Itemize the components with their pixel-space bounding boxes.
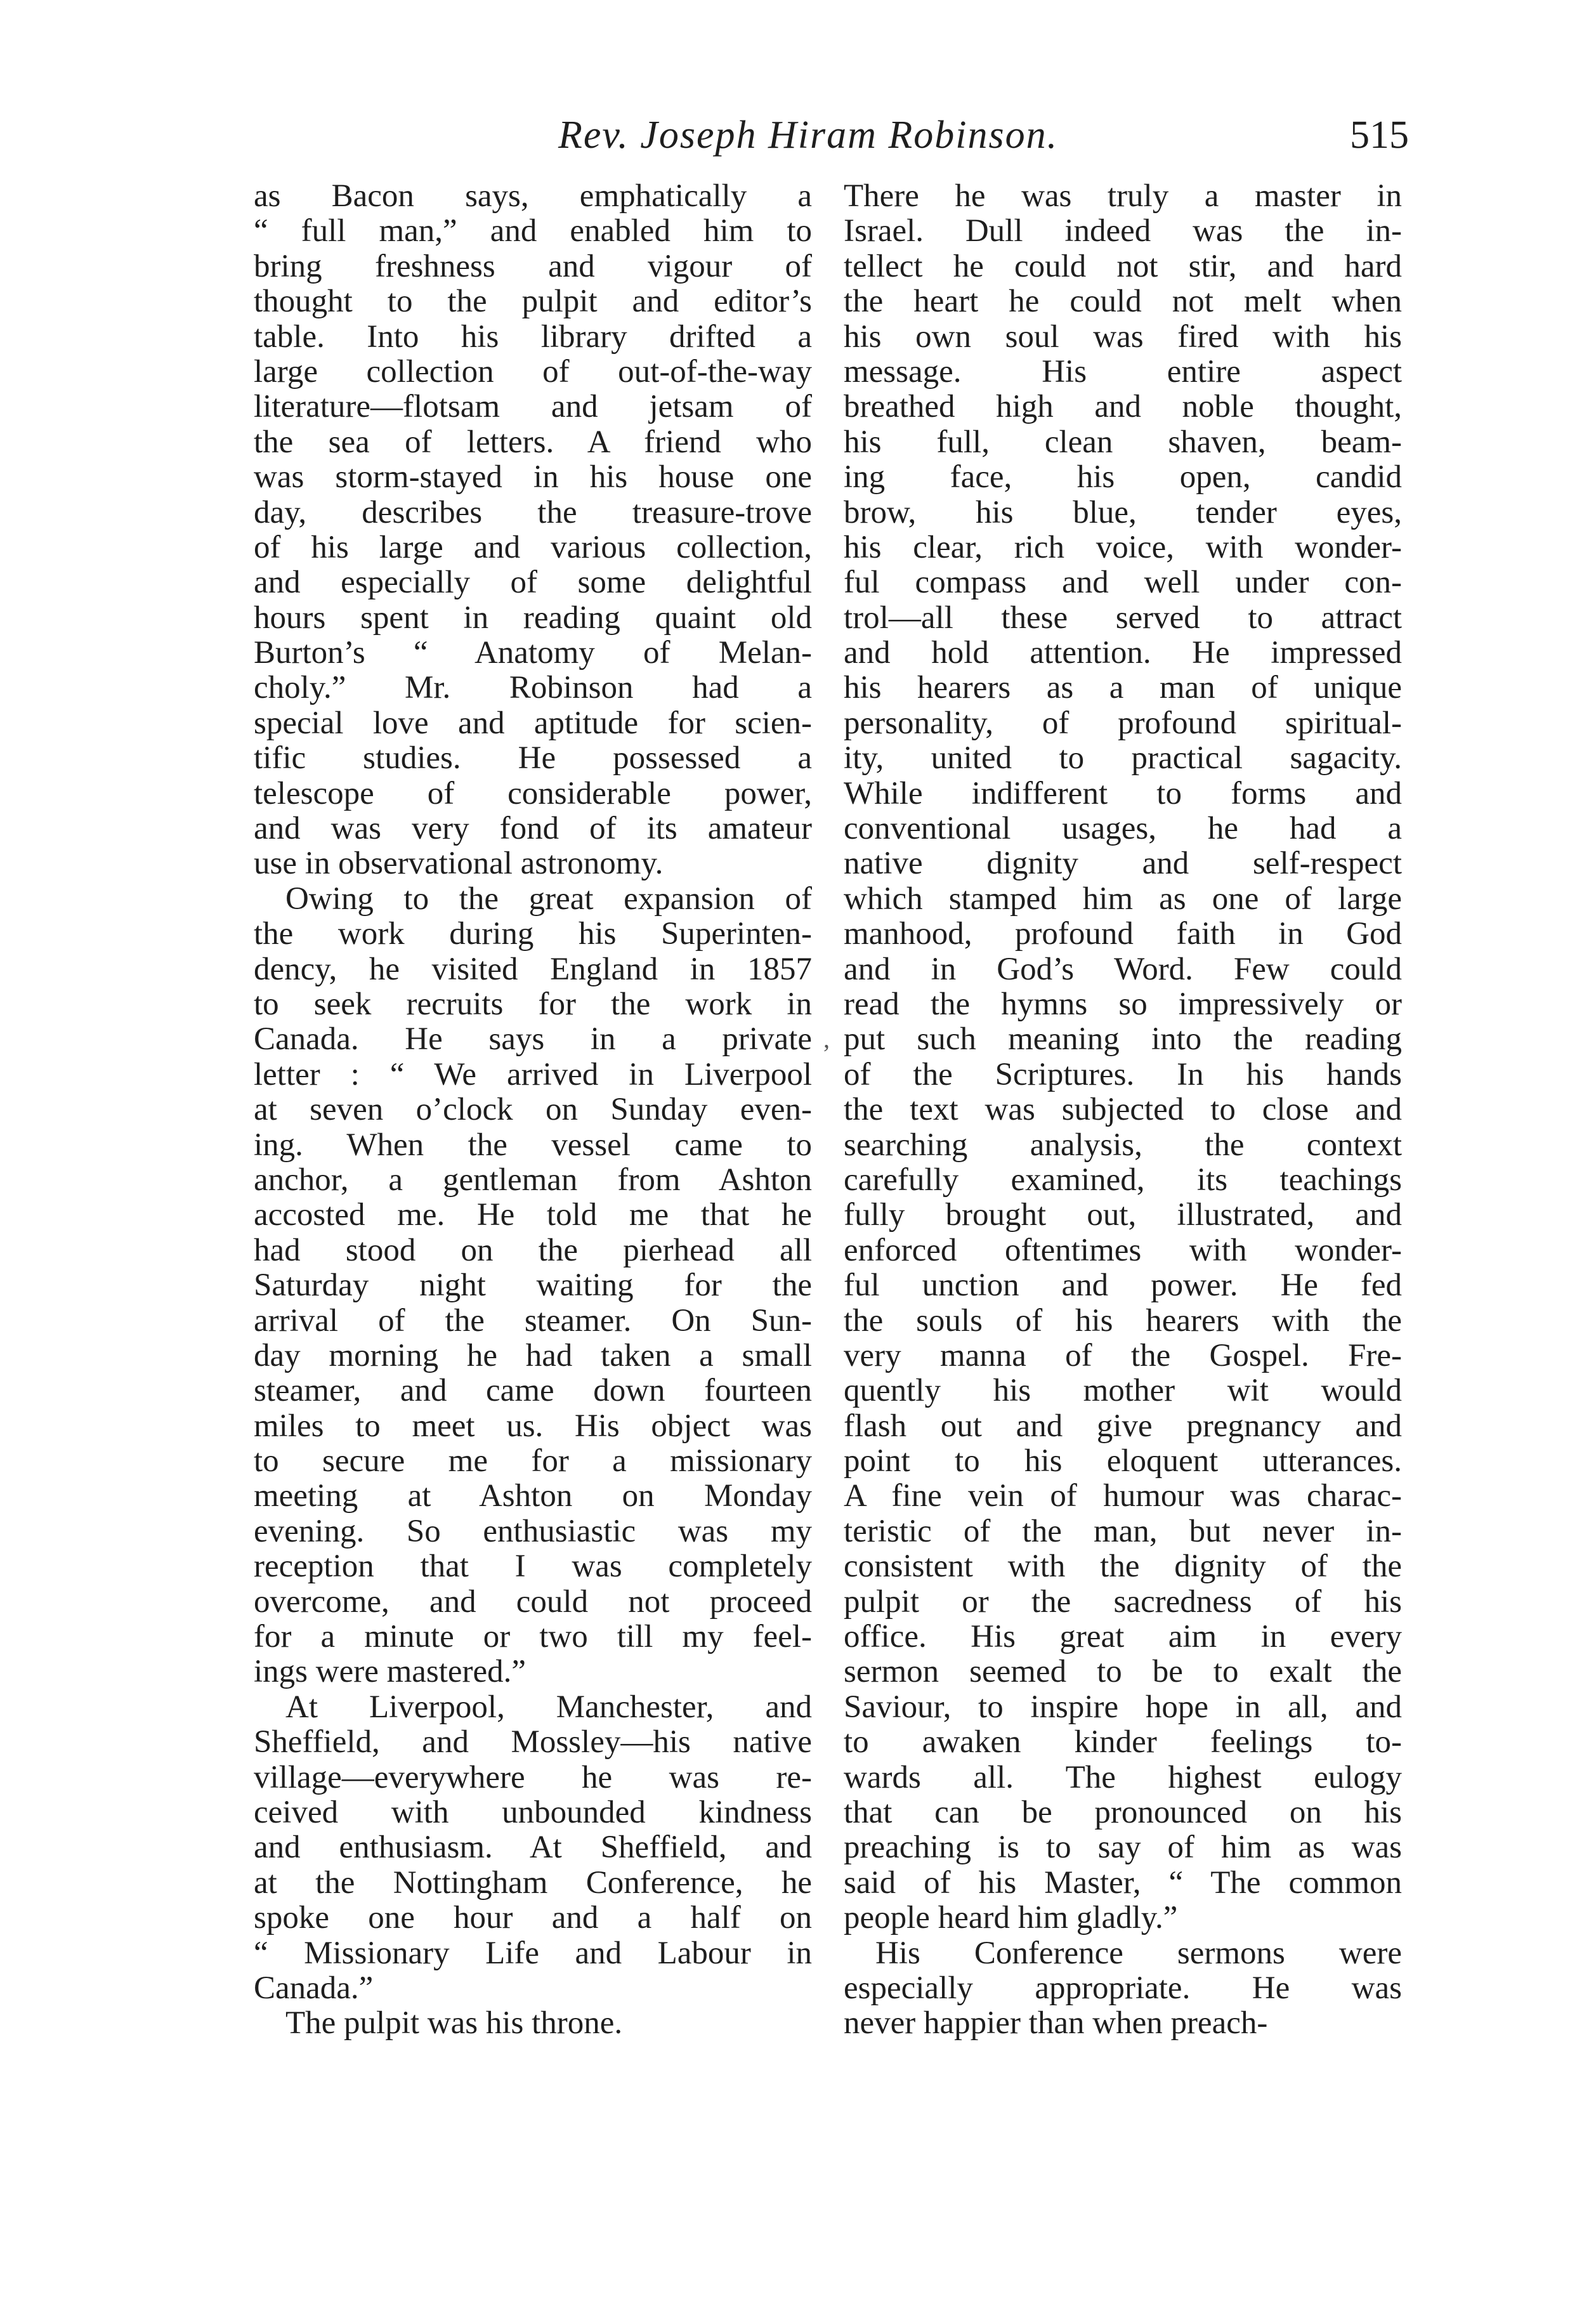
running-head [0, 113, 1596, 170]
text-line: ing. When the vessel came to [254, 1127, 812, 1163]
text-line: flash out and give pregnancy and [844, 1408, 1402, 1444]
text-line: arrival of the steamer. On Sun- [254, 1302, 812, 1339]
text-line: The pulpit was his throne. [285, 2005, 623, 2041]
text-line: which stamped him as one of large [844, 881, 1402, 917]
text-line: searching analysis, the context [844, 1127, 1402, 1163]
text-line: teristic of the man, but never in- [844, 1513, 1402, 1549]
text-line: village—everywhere he was re- [254, 1759, 812, 1795]
text-line: spoke one hour and a half on [254, 1900, 812, 1936]
text-line: His Conference sermons were [875, 1935, 1402, 1971]
text-line: use in observational astronomy. [254, 846, 664, 882]
text-line: Canada. He says in a private [254, 1021, 812, 1058]
text-line: said of his Master, “ The common [844, 1864, 1402, 1901]
text-line: and hold attention. He impressed [844, 635, 1402, 671]
text-line: large collection of out-of-the-way [254, 353, 812, 390]
text-line: reception that I was completely [254, 1549, 812, 1585]
text-line: dency, he visited England in 1857 [254, 951, 812, 987]
text-line: quently his mother wit would [844, 1373, 1402, 1409]
text-line: overcome, and could not proceed [254, 1583, 812, 1620]
text-line: the sea of letters. A friend who [254, 424, 812, 460]
text-line: letter : “ We arrived in Liverpool [254, 1056, 812, 1092]
text-line: manhood, profound faith in God [844, 916, 1402, 952]
text-line: telescope of considerable power, [254, 775, 812, 811]
text-line: literature—flotsam and jetsam of [254, 389, 812, 425]
text-line: and especially of some delightful [254, 565, 812, 601]
margin-mark: , [823, 1025, 830, 1053]
text-line: ful compass and well under con- [844, 565, 1402, 601]
text-line: conventional usages, he had a [844, 811, 1402, 847]
text-line: and was very fond of its amateur [254, 811, 812, 847]
text-line: enforced oftentimes with wonder- [844, 1232, 1402, 1268]
text-line: tellect he could not stir, and hard [844, 248, 1402, 284]
text-line: bring freshness and vigour of [254, 248, 812, 284]
text-line: breathed high and noble thought, [844, 389, 1402, 425]
text-line: that can be pronounced on his [844, 1794, 1402, 1830]
text-line: choly.” Mr. Robinson had a [254, 670, 812, 706]
text-line: of the Scriptures. In his hands [844, 1056, 1402, 1092]
text-line: tific studies. He possessed a [254, 740, 812, 776]
text-line: very manna of the Gospel. Fre- [844, 1337, 1402, 1373]
text-line: Burton’s “ Anatomy of Melan- [254, 635, 812, 671]
text-line: hours spent in reading quaint old [254, 599, 812, 636]
text-line: ing face, his open, candid [844, 459, 1402, 495]
text-line: people heard him gladly.” [844, 1900, 1178, 1936]
text-line: was storm-stayed in his house one [254, 459, 812, 495]
text-line: had stood on the pierhead all [254, 1232, 812, 1268]
text-line: While indifferent to forms and [844, 775, 1402, 811]
text-line: consistent with the dignity of the [844, 1549, 1402, 1585]
text-line: Saviour, to inspire hope in all, and [844, 1689, 1402, 1725]
text-line: meeting at Ashton on Monday [254, 1478, 812, 1514]
text-line: ceived with unbounded kindness [254, 1794, 812, 1830]
text-line: Saturday night waiting for the [254, 1267, 812, 1304]
text-line: put such meaning into the reading [844, 1021, 1402, 1058]
text-line: accosted me. He told me that he [254, 1197, 812, 1233]
text-line: Israel. Dull indeed was the in- [844, 213, 1402, 249]
text-line: sermon seemed to be to exalt the [844, 1654, 1402, 1690]
text-line: especially appropriate. He was [844, 1970, 1402, 2006]
text-line: Owing to the great expansion of [285, 881, 812, 917]
text-line: preaching is to say of him as was [844, 1830, 1402, 1866]
text-line: A fine vein of humour was charac- [844, 1478, 1402, 1514]
text-line: the heart he could not melt when [844, 284, 1402, 320]
text-line: his full, clean shaven, beam- [844, 424, 1402, 460]
text-line: at the Nottingham Conference, he [254, 1864, 812, 1901]
text-line: personality, of profound spiritual- [844, 705, 1402, 741]
text-line: for a minute or two till my feel- [254, 1619, 812, 1655]
text-line: wards all. The highest eulogy [844, 1759, 1402, 1795]
text-line: as Bacon says, emphatically a [254, 178, 812, 214]
text-line: brow, his blue, tender eyes, [844, 494, 1402, 530]
text-line: day morning he had taken a small [254, 1337, 812, 1373]
text-line: There he was truly a master in [844, 178, 1402, 214]
text-line: ity, united to practical sagacity. [844, 740, 1402, 776]
running-title: Rev. Joseph Hiram Robinson. [558, 114, 1059, 157]
page-number: 515 [1350, 114, 1409, 157]
text-line: Sheffield, and Mossley—his native [254, 1724, 812, 1760]
text-line: pulpit or the sacredness of his [844, 1583, 1402, 1620]
text-line: at seven o’clock on Sunday even- [254, 1092, 812, 1128]
text-line: anchor, a gentleman from Ashton [254, 1162, 812, 1198]
text-line: “ Missionary Life and Labour in [254, 1935, 812, 1971]
text-line: fully brought out, illustrated, and [844, 1197, 1402, 1233]
text-line: thought to the pulpit and editor’s [254, 284, 812, 320]
text-line: his clear, rich voice, with wonder- [844, 529, 1402, 565]
text-line: the souls of his hearers with the [844, 1302, 1402, 1339]
text-line: of his large and various collection, [254, 529, 812, 565]
text-line: At Liverpool, Manchester, and [285, 1689, 812, 1725]
text-line: and in God’s Word. Few could [844, 951, 1402, 987]
text-line: day, describes the treasure-trove [254, 494, 812, 530]
text-line: miles to meet us. His object was [254, 1408, 812, 1444]
text-line: steamer, and came down fourteen [254, 1373, 812, 1409]
text-line: the text was subjected to close and [844, 1092, 1402, 1128]
text-line: special love and aptitude for scien- [254, 705, 812, 741]
text-line: his hearers as a man of unique [844, 670, 1402, 706]
text-line: evening. So enthusiastic was my [254, 1513, 812, 1549]
text-line: message. His entire aspect [844, 353, 1402, 390]
text-line: to awaken kinder feelings to- [844, 1724, 1402, 1760]
text-line: native dignity and self-respect [844, 846, 1402, 882]
text-line: to seek recruits for the work in [254, 986, 812, 1022]
left-column [254, 179, 812, 2041]
text-line: ings were mastered.” [254, 1654, 527, 1690]
text-line: to secure me for a missionary [254, 1443, 812, 1479]
text-line: and enthusiasm. At Sheffield, and [254, 1830, 812, 1866]
text-line: his own soul was fired with his [844, 318, 1402, 355]
text-line: point to his eloquent utterances. [844, 1443, 1402, 1479]
text-line: “ full man,” and enabled him to [254, 213, 812, 249]
text-line: the work during his Superinten- [254, 916, 812, 952]
right-column [844, 179, 1402, 2041]
text-line: office. His great aim in every [844, 1619, 1402, 1655]
text-line: never happier than when preach- [844, 2005, 1268, 2041]
text-line: read the hymns so impressively or [844, 986, 1402, 1022]
text-line: carefully examined, its teachings [844, 1162, 1402, 1198]
text-line: trol—all these served to attract [844, 599, 1402, 636]
text-line: Canada.” [254, 1970, 374, 2006]
text-line: ful unction and power. He fed [844, 1267, 1402, 1304]
text-line: table. Into his library drifted a [254, 318, 812, 355]
